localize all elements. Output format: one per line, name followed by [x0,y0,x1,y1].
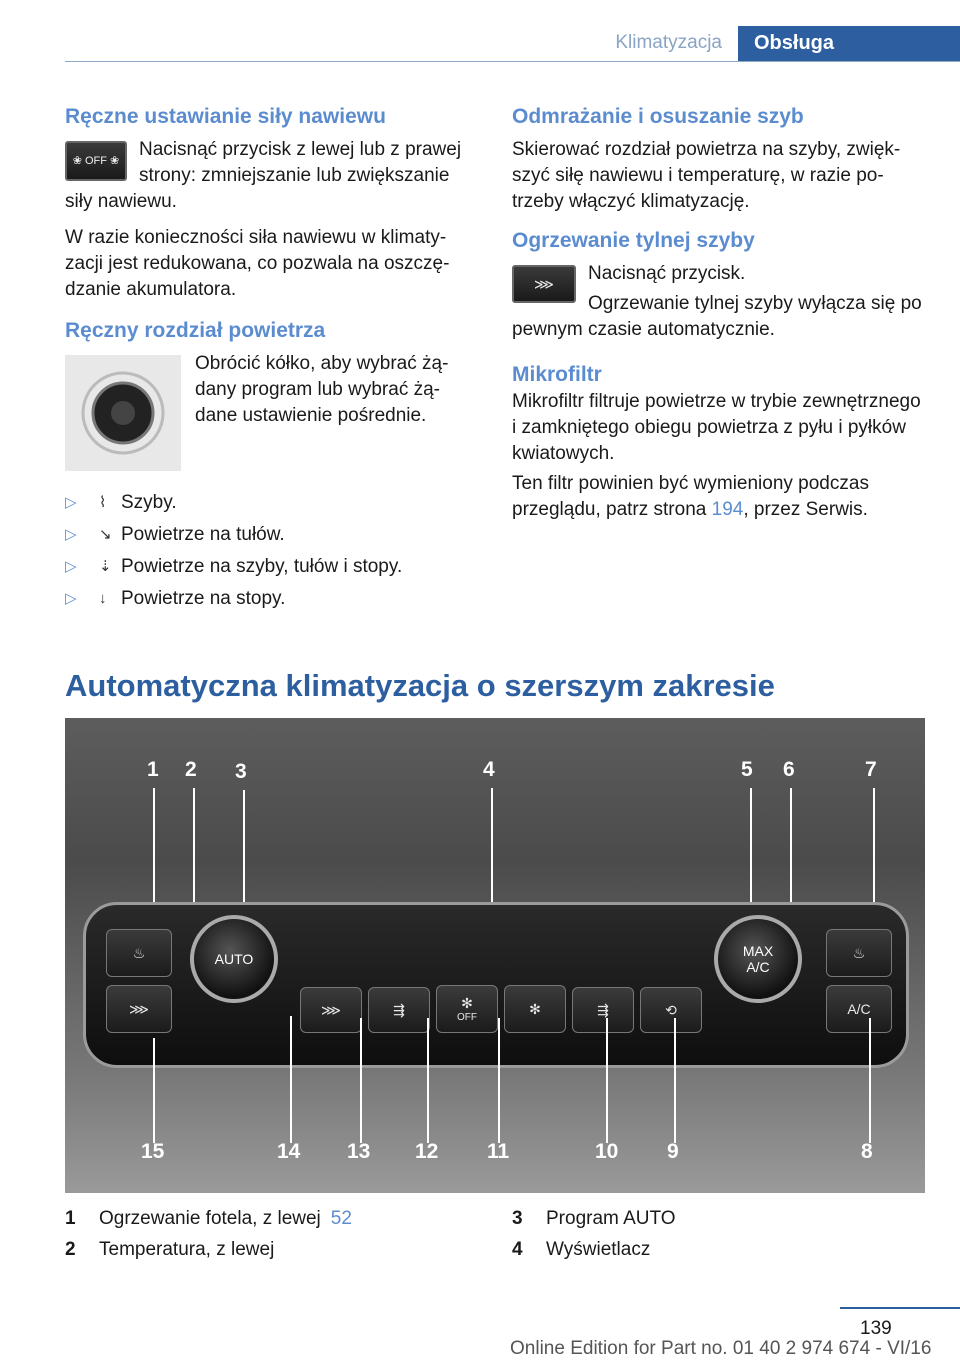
windshield-icon: ⌇ [99,494,107,511]
auto-button-label: AUTO [214,951,254,967]
header-section: Klimatyzacja [615,32,722,53]
air-distribution-right-button[interactable] [572,987,634,1033]
callout-line-8 [869,1018,871,1143]
airflow-icon: ⇶ [597,1001,609,1018]
main-heading: Automatyczna klimatyzacja o szerszym zakresie [65,668,775,703]
legend-item-3: 3 Program AUTO [512,1208,676,1229]
temperature-right-dial[interactable] [714,915,802,1003]
fan-speed-text: Nacisnąć przycisk z lewej lub z prawej strony: zmniejszanie lub zwiększanie siły nawiewu. [65,139,462,212]
recirculation-button[interactable] [640,987,702,1033]
bullet-all: ▷ ⇣ Powietrze na szyby, tułów i stopy. [65,551,475,583]
callout-line-4 [491,788,493,918]
microfilter-service-paragraph: Ten filtr powinien być wymieniony podczas przeglądu, patrz strona 194, przez Serwis. [512,473,869,520]
section-title-microfilter: Mikrofiltr [512,363,602,386]
seat-heating-right-button[interactable] [826,929,892,977]
callout-label-7: 7 [865,758,877,781]
triangle-icon: ▷ [65,526,77,543]
callout-label-14: 14 [277,1140,301,1163]
rear-window-paragraph [512,261,922,292]
rear-defrost-button[interactable] [300,987,362,1033]
battery-paragraph: W razie konieczności siła nawiewu w klimatyzacji jest redukowana, co pozwala na oszczędzanie akumulatora. [65,227,450,300]
climate-panel-photo [65,718,925,1193]
callout-line-9 [674,1018,676,1143]
callout-label-4: 4 [483,758,495,781]
bullet-torso: ▷ ↘ Powietrze na tułów. [65,519,475,551]
callout-label-5: 5 [741,758,753,781]
callout-label-8: 8 [861,1140,873,1163]
temperature-left-dial[interactable] [190,915,278,1003]
left-column [65,103,475,615]
air-distribution-left-button[interactable] [368,987,430,1033]
page-link-52[interactable]: 52 [330,1208,352,1229]
callout-line-11 [498,1018,500,1143]
triangle-icon: ▷ [65,590,77,607]
legend-left [65,1203,485,1265]
callout-label-6: 6 [783,758,795,781]
legend-item-2: 2 Temperatura, z lewej [65,1239,275,1260]
fan-icon: ✻ [529,1000,541,1017]
seat-heating-icon: ♨ [132,944,146,961]
rear-window-paragraph-2: Ogrzewanie tylnej szyby wyłącza się po pewnym czasie automatycznie. [512,293,922,340]
legend-item-1: 1 Ogrzewanie fotela, z lewej 52 [65,1208,352,1229]
triangle-icon: ▷ [65,494,77,511]
callout-label-13: 13 [347,1140,371,1163]
recirculation-icon: ⟲ [665,1001,677,1018]
callout-label-11: 11 [487,1140,510,1163]
fan-speed-button[interactable] [504,985,566,1033]
microfilter-paragraph: Mikrofiltr filtruje powietrze w trybie zewnętrznego i zamkniętego obiegu powietrza z pyłu i pyłków kwiatowych. [512,391,921,464]
callout-label-15: 15 [141,1140,165,1163]
callout-line-13 [360,1018,362,1143]
section-title-air-distribution: Ręczny rozdział powietrza [65,319,326,342]
legend-right [512,1203,922,1265]
ac-button[interactable] [826,985,892,1033]
windshield-defrost-button[interactable] [106,985,172,1033]
page-number: 139 [860,1318,892,1339]
callout-line-12 [427,1018,429,1143]
section-title-fan-speed: Ręczne ustawianie siły nawiewu [65,105,386,128]
air-distribution-knob-icon [65,355,181,471]
fan-speed-paragraph [65,137,475,215]
air-distribution-paragraph [65,351,475,429]
fan-icon: ✻ [461,995,473,1011]
fan-off-button-icon: ❀ OFF ❀ [65,141,127,181]
bullet-windows: ▷ ⌇ Szyby. [65,487,475,519]
callout-label-3: 3 [235,760,247,783]
max-ac-button-label: MAX A/C [742,943,774,975]
airflow-icon: ⇶ [393,1001,405,1018]
right-column [512,103,922,533]
legend-item-4: 4 Wyświetlacz [512,1239,651,1260]
edition-note: Online Edition for Part no. 01 40 2 974 674 - VI/16 [510,1338,932,1359]
ac-label: A/C [847,1001,871,1017]
control-panel [83,902,909,1068]
triangle-icon: ▷ [65,558,77,575]
air-distribution-text: Obrócić kółko, aby wybrać żądany program lub wybrać żądane ustawienie pośrednie. [195,353,449,426]
seat-heating-icon: ♨ [852,944,866,961]
seat-all-airflow-icon: ⇣ [99,558,112,575]
callout-label-1: 1 [147,758,159,781]
header-chapter: Obsługa [738,26,960,62]
rear-defrost-icon: ⋙ [321,1001,341,1018]
header-rule [65,61,960,62]
callout-label-9: 9 [667,1140,679,1163]
section-title-defrost: Odmrażanie i osuszanie szyb [512,105,804,128]
callout-label-2: 2 [185,758,197,781]
defrost-paragraph: Skierować rozdział powietrza na szyby, zwiększyć siłę nawiewu i temperaturę, w razie potrzeby włączyć klimatyzację. [512,139,901,212]
windshield-defrost-icon: ⋙ [129,1000,149,1017]
off-label: OFF [457,1012,477,1023]
callout-line-10 [606,1018,608,1143]
bullet-feet: ▷ ↓ Powietrze na stopy. [65,583,475,615]
footer-rule [840,1307,960,1309]
seat-feet-airflow-icon: ↓ [99,590,107,607]
rear-defrost-icon: ⋙ [512,265,576,303]
callout-line-14 [290,1016,292,1143]
page-link-194[interactable]: 194 [711,499,744,520]
seat-heating-left-button[interactable] [106,929,172,977]
seat-torso-airflow-icon: ↘ [99,526,112,543]
fan-off-button[interactable] [436,985,498,1033]
rear-window-text1: Nacisnąć przycisk. [588,263,746,284]
section-title-rear-window: Ogrzewanie tylnej szyby [512,229,755,252]
callout-line-15 [153,1038,155,1143]
callout-label-12: 12 [415,1140,439,1163]
callout-label-10: 10 [595,1140,619,1163]
